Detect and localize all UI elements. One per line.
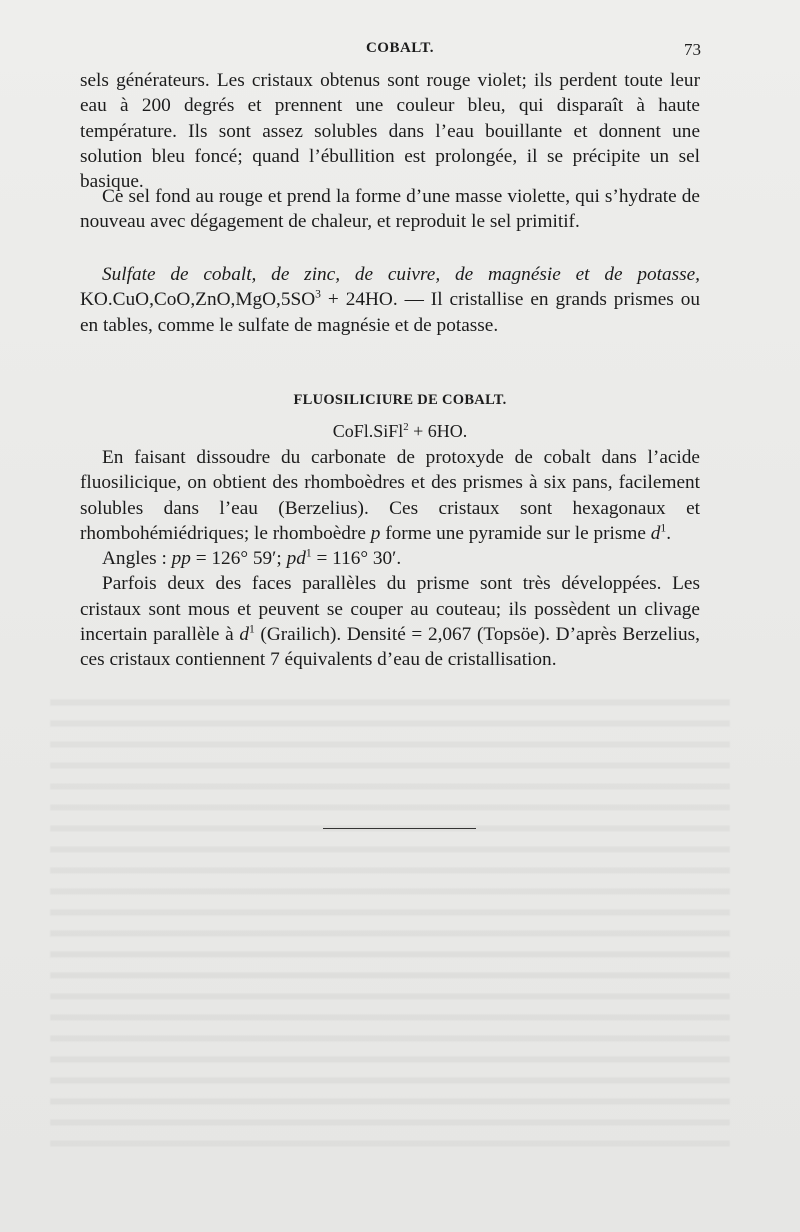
paragraph-text: sels générateurs. Les cristaux obtenus sont rouge violet; ils perdent toute leur eau à 200 degrés et prennent une couleur bleu, qui disparaît à haute température. Ils sont assez solubles dans l’eau bouillante et donnent une solution bleu foncé; quand l’ébullition est prolongée, il se précipite un sel basique.	[80, 70, 700, 193]
section-formula	[0, 421, 800, 442]
symbol-superscript: 1	[660, 521, 667, 535]
formula-superscript: 3	[315, 287, 321, 301]
formula-part: CoFl.SiFl	[332, 421, 404, 441]
text-run: (Grailich). Densité = 2,067 (Topsöe). D’après Berzelius, ces cristaux contiennent 7 équivalents d’eau de cristallisation.	[80, 624, 700, 671]
text-run: = 116° 30′.	[311, 548, 402, 570]
symbol-d: d	[239, 624, 249, 646]
text-run: .	[666, 522, 672, 544]
compound-formula-rest: + 24HO.	[320, 289, 398, 311]
paragraph-preparation	[80, 445, 700, 546]
text-run: = 126° 59′;	[190, 548, 287, 570]
symbol-pd: pd	[286, 548, 306, 570]
paragraph-text: Ce sel fond au rouge et prend la forme d’une masse violette, qui s’hydrate de nouveau avec dégagement de chaleur, et reproduit le sel primitif.	[80, 186, 700, 233]
bleed-through-texture	[50, 690, 730, 1150]
symbol-pp: pp	[171, 548, 191, 570]
section-heading: FLUOSILICIURE DE COBALT.	[293, 392, 507, 408]
paragraph-continuation	[80, 68, 700, 194]
paragraph-properties	[80, 571, 700, 672]
symbol-p: p	[370, 522, 381, 544]
section-end-rule	[323, 828, 476, 829]
compound-name: Sulfate de cobalt, de zinc, de cuivre, de magnésie et de potasse,	[102, 264, 700, 285]
paragraph-text	[80, 262, 700, 338]
paragraph-angles	[80, 546, 700, 571]
paragraph-fused-salt	[80, 184, 700, 235]
formula-superscript: 2	[403, 421, 409, 433]
symbol-superscript: 1	[305, 546, 312, 560]
symbol-superscript: 1	[248, 622, 255, 636]
text-run: forme une pyramide sur le prisme	[380, 522, 651, 544]
text-run: Parfois deux des faces parallèles du prisme sont très développées. Les cristaux sont mous et peuvent se couper au couteau; ils possèdent un clivage incertain parallèle à	[80, 573, 700, 646]
compound-formula: KO.CuO,CoO,ZnO,MgO,5SO	[80, 289, 316, 311]
running-header	[0, 40, 800, 64]
page-number: 73	[684, 40, 701, 59]
running-title: COBALT.	[365, 40, 435, 56]
text-run: Angles :	[102, 548, 172, 570]
paragraph-double-sulfate	[80, 262, 700, 338]
symbol-d: d	[650, 522, 661, 544]
section-body	[80, 445, 700, 673]
compound-description: — Il cristallise en grands prismes ou en tables, comme le sulfate de magnésie et de potasse.	[80, 289, 700, 336]
text-run: En faisant dissoudre du carbonate de protoxyde de cobalt dans l’acide fluosilicique, on obtient des rhomboèdres et des prismes à six pans, facilement solubles dans l’eau (Berzelius). Ces cristaux sont hexagonaux et rhombohémiédriques; le rhomboèdre	[80, 447, 700, 544]
formula-part: + 6HO.	[408, 421, 468, 441]
